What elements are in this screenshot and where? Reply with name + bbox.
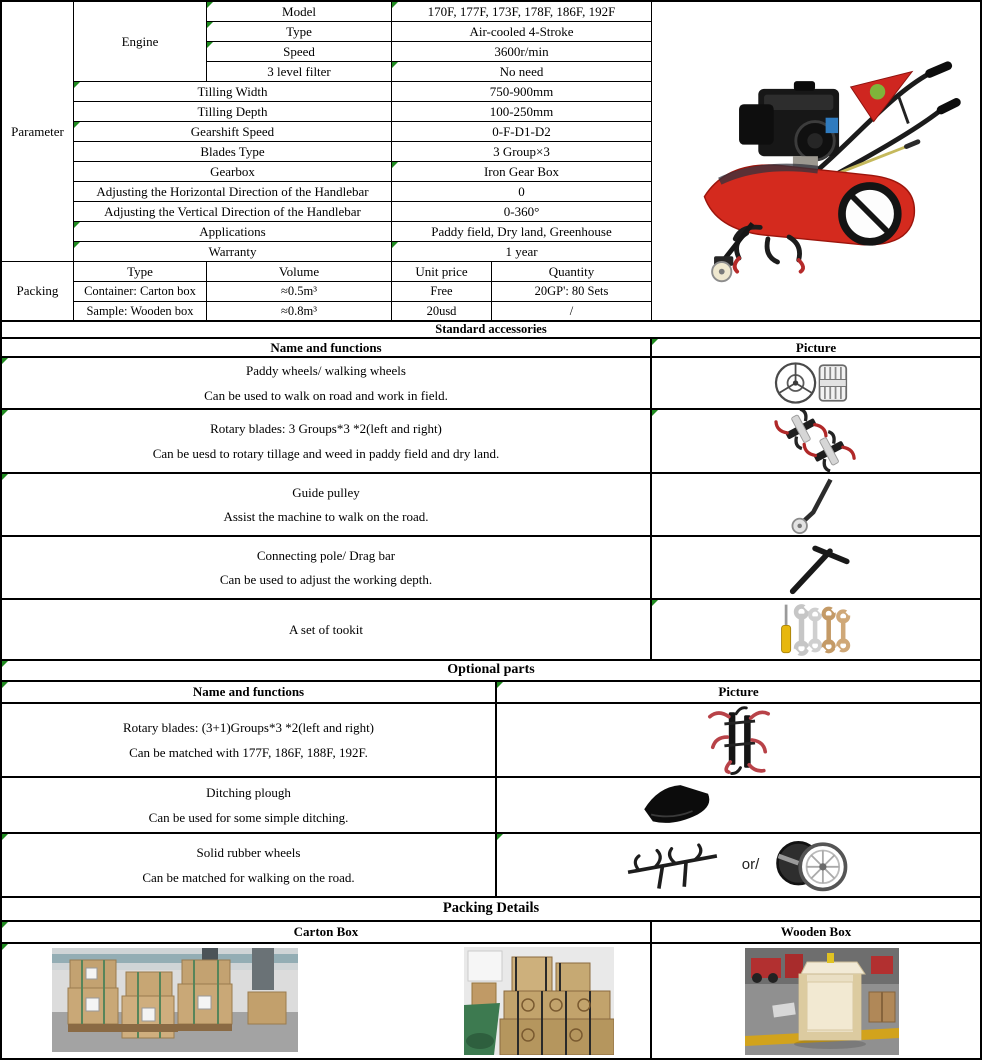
param-blades-type-value: 3 Group×3 bbox=[392, 142, 652, 162]
param-filter-value: No need bbox=[392, 62, 652, 82]
accessory-name: Paddy wheels/ walking wheels bbox=[246, 363, 406, 379]
accessory-name: Rotary blades: (3+1)Groups*3 *2(left and right) bbox=[122, 720, 375, 736]
packing-row-unit-price: 20usd bbox=[392, 302, 492, 322]
packing-row-type: Container: Carton box bbox=[74, 282, 207, 302]
packing-type-header: Type bbox=[74, 262, 207, 282]
accessory-name: Guide pulley bbox=[292, 484, 360, 500]
param-speed-label: Speed bbox=[207, 42, 392, 62]
param-gearshift-value: 0-F-D1-D2 bbox=[392, 122, 652, 142]
param-model-value: 170F, 177F, 173F, 178F, 186F, 192F bbox=[392, 2, 652, 22]
packing-volume-header: Volume bbox=[207, 262, 392, 282]
packing-row-quantity: / bbox=[492, 302, 652, 322]
param-tilling-width-label: Tilling Width bbox=[74, 82, 392, 102]
accessory-row-paddy-wheels bbox=[2, 358, 652, 410]
packing-row-unit-price: Free bbox=[392, 282, 492, 302]
param-tilling-width-value: 750-900mm bbox=[392, 82, 652, 102]
accessory-function: Can be used to walk on road and work in field. bbox=[204, 387, 448, 403]
param-type-label: Type bbox=[207, 22, 392, 42]
param-adjust-vertical-label: Adjusting the Vertical Direction of the Handlebar bbox=[74, 202, 392, 222]
optional-picture-cell bbox=[497, 778, 980, 834]
carton-box-photos-cell bbox=[2, 944, 652, 1058]
guide-pulley-icon bbox=[786, 476, 846, 534]
accessory-picture-cell bbox=[652, 410, 980, 474]
accessory-row-rotary-blades bbox=[2, 410, 652, 474]
accessory-name: A set of tookit bbox=[288, 621, 364, 637]
packing-row-volume: ≈0.5m³ bbox=[207, 282, 392, 302]
optional-row-rotary-blades bbox=[2, 704, 497, 778]
packing-row-volume: ≈0.8m³ bbox=[207, 302, 392, 322]
param-warranty-label: Warranty bbox=[74, 242, 392, 262]
param-adjust-vertical-value: 0-360° bbox=[392, 202, 652, 222]
optional-row-ditching-plough bbox=[2, 778, 497, 834]
accessory-picture-cell bbox=[652, 600, 980, 661]
carton-box-photo-1 bbox=[52, 948, 298, 1052]
wooden-box-header: Wooden Box bbox=[652, 922, 980, 944]
wooden-box-photo-cell bbox=[652, 944, 980, 1058]
carton-box-header: Carton Box bbox=[2, 922, 652, 944]
accessory-function: Can be matched for walking on the road. bbox=[142, 869, 355, 885]
toolkit-icon bbox=[770, 601, 862, 659]
param-gearbox-label: Gearbox bbox=[74, 162, 392, 182]
standard-name-header: Name and functions bbox=[2, 339, 652, 358]
packing-unit-price-header: Unit price bbox=[392, 262, 492, 282]
packing-row-quantity: 20GP': 80 Sets bbox=[492, 282, 652, 302]
accessory-row-guide-pulley bbox=[2, 474, 652, 537]
optional-parts-title: Optional parts bbox=[2, 661, 980, 682]
packing-details-title: Packing Details bbox=[2, 898, 980, 922]
optional-rotary-blades-icon bbox=[689, 705, 789, 775]
accessory-function: Can be used for some simple ditching. bbox=[148, 809, 349, 825]
ditching-plough-icon bbox=[627, 780, 727, 830]
accessory-row-toolkit bbox=[2, 600, 652, 661]
or-label: or/ bbox=[741, 856, 760, 874]
param-speed-value: 3600r/min bbox=[392, 42, 652, 62]
packing-row-type: Sample: Wooden box bbox=[74, 302, 207, 322]
accessory-function: Can be matched with 177F, 186F, 188F, 192F. bbox=[129, 744, 368, 760]
carton-box-photo-2 bbox=[464, 947, 614, 1055]
optional-picture-cell bbox=[497, 704, 980, 778]
param-gearbox-value: Iron Gear Box bbox=[392, 162, 652, 182]
blade-assembly-icon bbox=[622, 836, 732, 894]
param-filter-label: 3 level filter bbox=[207, 62, 392, 82]
accessory-row-drag-bar bbox=[2, 537, 652, 600]
accessory-function: Can be used to adjust the working depth. bbox=[219, 572, 433, 587]
accessory-picture-cell bbox=[652, 537, 980, 600]
rotary-blades-icon bbox=[772, 410, 860, 472]
paddy-wheels-icon bbox=[770, 359, 862, 407]
accessory-name: Ditching plough bbox=[206, 785, 291, 801]
param-applications-label: Applications bbox=[74, 222, 392, 242]
optional-row-rubber-wheels bbox=[2, 834, 497, 898]
param-tilling-depth-label: Tilling Depth bbox=[74, 102, 392, 122]
packing-section-label: Packing bbox=[2, 262, 74, 322]
accessory-function: Can be uesd to rotary tillage and weed in paddy field and dry land. bbox=[152, 445, 500, 461]
param-blades-type-label: Blades Type bbox=[74, 142, 392, 162]
param-applications-value: Paddy field, Dry land, Greenhouse bbox=[392, 222, 652, 242]
standard-picture-header: Picture bbox=[652, 339, 980, 358]
engine-label: Engine bbox=[74, 2, 207, 82]
product-image-cell bbox=[652, 2, 980, 322]
rubber-wheels-icon bbox=[769, 836, 855, 894]
wooden-box-photo bbox=[745, 948, 899, 1055]
tiller-product-image bbox=[668, 35, 964, 287]
optional-picture-cell bbox=[497, 834, 980, 898]
standard-accessories-title: Standard accessories bbox=[2, 322, 980, 339]
param-model-label: Model bbox=[207, 2, 392, 22]
accessory-name: Rotary blades: 3 Groups*3 *2(left and right) bbox=[210, 421, 442, 437]
accessory-picture-cell bbox=[652, 358, 980, 410]
accessory-picture-cell bbox=[652, 474, 980, 537]
optional-name-header: Name and functions bbox=[2, 682, 497, 704]
packing-quantity-header: Quantity bbox=[492, 262, 652, 282]
drag-bar-icon bbox=[775, 540, 857, 596]
accessory-name: Solid rubber wheels bbox=[196, 845, 301, 861]
optional-picture-header: Picture bbox=[497, 682, 980, 704]
accessory-function: Assist the machine to walk on the road. bbox=[223, 509, 429, 524]
param-type-value: Air-cooled 4-Stroke bbox=[392, 22, 652, 42]
param-adjust-horizontal-label: Adjusting the Horizontal Direction of the Handlebar bbox=[74, 182, 392, 202]
parameter-section-label: Parameter bbox=[2, 2, 74, 262]
param-tilling-depth-value: 100-250mm bbox=[392, 102, 652, 122]
accessory-name: Connecting pole/ Drag bar bbox=[256, 547, 396, 563]
param-warranty-value: 1 year bbox=[392, 242, 652, 262]
param-adjust-horizontal-value: 0 bbox=[392, 182, 652, 202]
param-gearshift-label: Gearshift Speed bbox=[74, 122, 392, 142]
